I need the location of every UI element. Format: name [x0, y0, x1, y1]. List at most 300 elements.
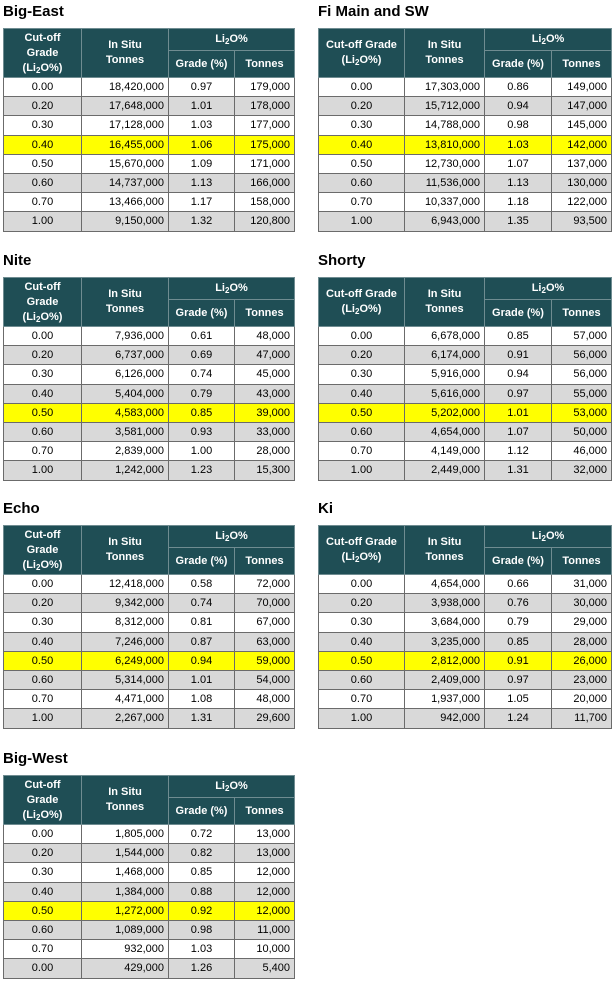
tonnes-cell: 175,000: [235, 135, 295, 154]
cutoff-grade-cell: 0.20: [4, 594, 82, 613]
li2o-label: [532, 33, 565, 45]
tonnes-cell: 120,800: [235, 212, 295, 231]
tonnes-cell: 20,000: [552, 690, 612, 709]
tonnes-cell: 122,000: [552, 193, 612, 212]
in-situ-header-line1: In Situ: [108, 536, 142, 548]
in-situ-tonnes-cell: 12,730,000: [405, 154, 485, 173]
grade-cell: 0.85: [485, 632, 552, 651]
table-row: [319, 709, 612, 728]
grade-cell: 1.18: [485, 193, 552, 212]
li2o-label-subscript: 2: [224, 37, 230, 46]
cutoff-header-line1: Cut-off: [24, 280, 61, 293]
li2o-label-prefix: Li: [215, 282, 225, 294]
table-row: [4, 670, 295, 689]
in-situ-tonnes-cell: 14,788,000: [405, 116, 485, 135]
table-block-shorty: [318, 251, 612, 481]
table-row: [319, 116, 612, 135]
cutoff-unit-prefix: (Li: [22, 808, 36, 821]
cutoff-unit-prefix: (Li: [22, 310, 36, 323]
tonnes-header: Tonnes: [235, 51, 295, 78]
li2o-label-prefix: Li: [531, 282, 542, 294]
in-situ-tonnes-cell: 3,938,000: [405, 594, 485, 613]
in-situ-tonnes-cell: 6,126,000: [82, 365, 169, 384]
cutoff-unit-subscript: 2: [36, 314, 41, 324]
table-row: [4, 594, 295, 613]
in-situ-tonnes-cell: 7,936,000: [82, 327, 169, 346]
grade-cell: 0.85: [169, 403, 235, 422]
table-title: Big-West: [3, 750, 68, 767]
cutoff-unit: [342, 303, 382, 315]
cutoff-grade-header: [319, 278, 405, 327]
grade-header: Grade (%): [169, 300, 235, 327]
li2o-group-header: [169, 29, 295, 51]
in-situ-tonnes-cell: 5,616,000: [405, 384, 485, 403]
cutoff-unit: [342, 551, 382, 563]
in-situ-tonnes-cell: 10,337,000: [405, 193, 485, 212]
tonnes-cell: 30,000: [552, 594, 612, 613]
tonnes-cell: 11,700: [552, 709, 612, 728]
tonnes-cell: 130,000: [552, 173, 612, 192]
in-situ-tonnes-cell: 4,583,000: [82, 403, 169, 422]
cutoff-grade-cell: 0.30: [319, 116, 405, 135]
in-situ-tonnes-cell: 2,839,000: [82, 442, 169, 461]
table-row: [4, 327, 295, 346]
tonnes-cell: 93,500: [552, 212, 612, 231]
li2o-label-subscript: 2: [224, 286, 230, 295]
cutoff-unit: [23, 809, 63, 821]
grade-cell: 0.88: [169, 882, 235, 901]
table-row: [319, 632, 612, 651]
in-situ-tonnes-cell: 15,712,000: [405, 97, 485, 116]
cutoff-header-line1: Cut-off Grade: [326, 536, 397, 548]
in-situ-tonnes-cell: 4,654,000: [405, 575, 485, 594]
tonnes-cell: 33,000: [235, 422, 295, 441]
in-situ-tonnes-cell: 3,235,000: [405, 632, 485, 651]
in-situ-tonnes-header: [82, 278, 169, 327]
resource-table: [318, 277, 612, 481]
tonnes-cell: 179,000: [235, 78, 295, 97]
cutoff-grade-header: [4, 29, 82, 78]
table-title: Fi Main and SW: [318, 3, 429, 20]
in-situ-tonnes-cell: 16,455,000: [82, 135, 169, 154]
li2o-group-header: [485, 29, 612, 51]
in-situ-header-line2: Tonnes: [425, 54, 464, 66]
grade-cell: 0.97: [169, 78, 235, 97]
cutoff-grade-cell: 0.00: [319, 575, 405, 594]
resource-table: [3, 28, 295, 232]
table-title: Echo: [3, 500, 40, 517]
li2o-group-header: [169, 278, 295, 300]
tonnes-cell: 53,000: [552, 403, 612, 422]
in-situ-tonnes-cell: 6,249,000: [82, 651, 169, 670]
grade-cell: 0.79: [485, 613, 552, 632]
in-situ-tonnes-cell: 4,471,000: [82, 690, 169, 709]
li2o-label-suffix: O%: [545, 530, 565, 542]
grade-cell: 1.13: [169, 173, 235, 192]
in-situ-tonnes-cell: 2,812,000: [405, 651, 485, 670]
tonnes-cell: 12,000: [235, 901, 295, 920]
grade-cell: 0.91: [485, 346, 552, 365]
cutoff-grade-cell: 1.00: [4, 212, 82, 231]
tonnes-header: Tonnes: [235, 798, 295, 825]
cutoff-grade-header: [319, 29, 405, 78]
cutoff-header-line1: Cut-off: [24, 31, 61, 44]
in-situ-tonnes-cell: 6,678,000: [405, 327, 485, 346]
in-situ-tonnes-header: [405, 29, 485, 78]
in-situ-tonnes-cell: 942,000: [405, 709, 485, 728]
grade-cell: 1.31: [169, 709, 235, 728]
tonnes-cell: 142,000: [552, 135, 612, 154]
in-situ-tonnes-cell: 13,810,000: [405, 135, 485, 154]
in-situ-tonnes-cell: 17,648,000: [82, 97, 169, 116]
in-situ-tonnes-header: [405, 526, 485, 575]
cutoff-unit-subscript: 2: [355, 555, 360, 564]
in-situ-tonnes-cell: 3,581,000: [82, 422, 169, 441]
li2o-label-prefix: Li: [215, 33, 225, 45]
cutoff-unit-prefix: (Li: [341, 551, 355, 563]
in-situ-tonnes-cell: 6,174,000: [405, 346, 485, 365]
cutoff-grade-cell: 0.40: [319, 632, 405, 651]
table-row: [319, 651, 612, 670]
in-situ-tonnes-cell: 18,420,000: [82, 78, 169, 97]
grade-cell: 0.72: [169, 825, 235, 844]
table-row: [319, 422, 612, 441]
table-row: [4, 212, 295, 231]
grade-header: Grade (%): [169, 548, 235, 575]
table-row: [4, 384, 295, 403]
in-situ-header-line1: In Situ: [108, 786, 142, 798]
table-row: [4, 422, 295, 441]
cutoff-unit-prefix: (Li: [341, 303, 355, 315]
in-situ-tonnes-cell: 5,404,000: [82, 384, 169, 403]
table-row: [319, 670, 612, 689]
grade-cell: 0.93: [169, 422, 235, 441]
table-title: Shorty: [318, 252, 366, 269]
cutoff-grade-cell: 0.00: [4, 327, 82, 346]
table-block-big-west: [3, 749, 295, 979]
cutoff-unit-suffix: O%): [40, 808, 63, 821]
tonnes-cell: 149,000: [552, 78, 612, 97]
cutoff-grade-cell: 0.60: [319, 173, 405, 192]
tonnes-cell: 67,000: [235, 613, 295, 632]
in-situ-tonnes-cell: 17,303,000: [405, 78, 485, 97]
li2o-label-suffix: O%: [545, 33, 565, 45]
grade-cell: 0.76: [485, 594, 552, 613]
cutoff-grade-cell: 0.00: [4, 959, 82, 978]
in-situ-tonnes-cell: 2,449,000: [405, 461, 485, 480]
table-row: [4, 690, 295, 709]
tonnes-cell: 145,000: [552, 116, 612, 135]
grade-cell: 1.01: [169, 97, 235, 116]
tonnes-cell: 56,000: [552, 365, 612, 384]
cutoff-grade-cell: 0.00: [4, 825, 82, 844]
li2o-label-prefix: Li: [215, 780, 225, 792]
cutoff-grade-cell: 0.60: [4, 173, 82, 192]
table-row: [319, 135, 612, 154]
table-row: [4, 346, 295, 365]
cutoff-header-line1: Cut-off: [24, 778, 61, 791]
cutoff-grade-cell: 0.40: [319, 384, 405, 403]
grade-cell: 1.03: [169, 940, 235, 959]
li2o-label-suffix: O%: [229, 530, 248, 542]
cutoff-grade-cell: 0.60: [319, 670, 405, 689]
grade-cell: 0.92: [169, 901, 235, 920]
cutoff-grade-cell: 0.30: [4, 863, 82, 882]
in-situ-tonnes-cell: 1,089,000: [82, 920, 169, 939]
tonnes-cell: 48,000: [235, 690, 295, 709]
in-situ-tonnes-cell: 5,314,000: [82, 670, 169, 689]
li2o-label-prefix: Li: [531, 530, 542, 542]
table-row: [4, 193, 295, 212]
table-row: [319, 346, 612, 365]
table-row: [319, 173, 612, 192]
in-situ-tonnes-cell: 8,312,000: [82, 613, 169, 632]
grade-cell: 0.82: [169, 844, 235, 863]
cutoff-grade-cell: 0.20: [319, 97, 405, 116]
grade-cell: 0.98: [485, 116, 552, 135]
cutoff-unit: [342, 54, 382, 66]
li2o-label-subscript: 2: [224, 784, 230, 793]
cutoff-unit-suffix: O%): [359, 303, 382, 315]
cutoff-grade-cell: 0.20: [319, 594, 405, 613]
table-row: [319, 594, 612, 613]
cutoff-grade-header: [319, 526, 405, 575]
cutoff-grade-cell: 0.60: [4, 422, 82, 441]
cutoff-grade-cell: 0.50: [319, 154, 405, 173]
cutoff-unit-suffix: O%): [40, 558, 63, 571]
cutoff-unit-suffix: O%): [40, 310, 63, 323]
cutoff-grade-cell: 0.50: [4, 651, 82, 670]
table-row: [4, 632, 295, 651]
table-row: [319, 365, 612, 384]
in-situ-tonnes-cell: 3,684,000: [405, 613, 485, 632]
table-row: [319, 212, 612, 231]
in-situ-header-line2: Tonnes: [105, 551, 145, 563]
cutoff-grade-cell: 0.70: [4, 690, 82, 709]
li2o-label-subscript: 2: [541, 286, 546, 295]
tonnes-cell: 39,000: [235, 403, 295, 422]
in-situ-tonnes-cell: 13,466,000: [82, 193, 169, 212]
tonnes-cell: 32,000: [552, 461, 612, 480]
table-row: [4, 173, 295, 192]
li2o-group-header: [485, 278, 612, 300]
table-row: [319, 384, 612, 403]
grade-header: Grade (%): [485, 300, 552, 327]
table-block-fi-main-sw: [318, 2, 612, 232]
cutoff-unit-suffix: O%): [359, 54, 382, 66]
li2o-label-subscript: 2: [541, 37, 546, 46]
li2o-label: [532, 282, 565, 294]
table-row: [319, 327, 612, 346]
table-row: [4, 365, 295, 384]
tonnes-cell: 171,000: [235, 154, 295, 173]
cutoff-header-line2: Grade: [26, 295, 59, 308]
cutoff-grade-cell: 1.00: [4, 709, 82, 728]
tonnes-cell: 28,000: [552, 632, 612, 651]
table-row: [319, 403, 612, 422]
table-title: Big-East: [3, 3, 64, 20]
cutoff-unit-subscript: 2: [355, 58, 360, 67]
in-situ-tonnes-cell: 1,272,000: [82, 901, 169, 920]
cutoff-grade-cell: 0.60: [319, 422, 405, 441]
in-situ-tonnes-cell: 2,409,000: [405, 670, 485, 689]
cutoff-grade-cell: 0.00: [319, 78, 405, 97]
cutoff-grade-cell: 0.20: [4, 844, 82, 863]
in-situ-tonnes-header: [82, 29, 169, 78]
grade-cell: 1.06: [169, 135, 235, 154]
in-situ-tonnes-cell: 4,149,000: [405, 442, 485, 461]
cutoff-unit-subscript: 2: [36, 65, 41, 75]
grade-cell: 1.32: [169, 212, 235, 231]
tonnes-cell: 47,000: [235, 346, 295, 365]
in-situ-tonnes-cell: 12,418,000: [82, 575, 169, 594]
grade-cell: 0.66: [485, 575, 552, 594]
grade-header: Grade (%): [169, 798, 235, 825]
cutoff-header-line1: Cut-off Grade: [326, 288, 397, 300]
cutoff-grade-cell: 0.40: [4, 384, 82, 403]
cutoff-unit-prefix: (Li: [341, 54, 355, 66]
table-row: [4, 920, 295, 939]
cutoff-grade-cell: 0.50: [319, 403, 405, 422]
cutoff-grade-cell: 1.00: [319, 212, 405, 231]
table-row: [4, 97, 295, 116]
cutoff-grade-cell: 0.40: [4, 882, 82, 901]
tonnes-cell: 29,000: [552, 613, 612, 632]
cutoff-unit-subscript: 2: [36, 812, 41, 822]
cutoff-grade-cell: 0.40: [4, 632, 82, 651]
cutoff-grade-header: [4, 776, 82, 825]
in-situ-tonnes-cell: 932,000: [82, 940, 169, 959]
tonnes-cell: 55,000: [552, 384, 612, 403]
tonnes-header: Tonnes: [235, 300, 295, 327]
grade-cell: 0.87: [169, 632, 235, 651]
table-row: [4, 154, 295, 173]
tonnes-cell: 23,000: [552, 670, 612, 689]
tonnes-cell: 48,000: [235, 327, 295, 346]
cutoff-grade-cell: 0.00: [319, 327, 405, 346]
in-situ-tonnes-cell: 1,468,000: [82, 863, 169, 882]
li2o-group-header: [169, 526, 295, 548]
tonnes-cell: 28,000: [235, 442, 295, 461]
grade-header: Grade (%): [485, 548, 552, 575]
in-situ-tonnes-header: [405, 278, 485, 327]
table-row: [319, 78, 612, 97]
resource-table: [3, 277, 295, 481]
tonnes-cell: 50,000: [552, 422, 612, 441]
tonnes-cell: 70,000: [235, 594, 295, 613]
in-situ-header-line2: Tonnes: [425, 303, 464, 315]
cutoff-header-line2: Grade: [26, 543, 59, 556]
tonnes-header: Tonnes: [552, 548, 612, 575]
li2o-label: [215, 33, 248, 45]
tonnes-cell: 137,000: [552, 154, 612, 173]
tonnes-header: Tonnes: [235, 548, 295, 575]
grade-cell: 1.01: [485, 403, 552, 422]
tonnes-cell: 166,000: [235, 173, 295, 192]
cutoff-grade-cell: 0.30: [319, 613, 405, 632]
grade-cell: 1.26: [169, 959, 235, 978]
grade-cell: 0.58: [169, 575, 235, 594]
grade-cell: 0.74: [169, 594, 235, 613]
cutoff-grade-cell: 0.30: [319, 365, 405, 384]
cutoff-grade-cell: 0.50: [319, 651, 405, 670]
li2o-label: [215, 780, 248, 792]
grade-cell: 1.23: [169, 461, 235, 480]
cutoff-grade-cell: 0.70: [4, 193, 82, 212]
grade-cell: 1.00: [169, 442, 235, 461]
cutoff-grade-cell: 0.30: [4, 365, 82, 384]
cutoff-grade-cell: 0.60: [4, 670, 82, 689]
grade-cell: 0.81: [169, 613, 235, 632]
tonnes-header: Tonnes: [552, 300, 612, 327]
cutoff-header-line1: Cut-off: [24, 528, 61, 541]
in-situ-tonnes-cell: 1,384,000: [82, 882, 169, 901]
tonnes-cell: 72,000: [235, 575, 295, 594]
grade-cell: 0.97: [485, 670, 552, 689]
in-situ-tonnes-cell: 1,805,000: [82, 825, 169, 844]
cutoff-grade-cell: 0.70: [319, 193, 405, 212]
resource-table: [318, 525, 612, 729]
in-situ-tonnes-header: [82, 526, 169, 575]
cutoff-unit: [23, 62, 63, 74]
cutoff-header-line1: Cut-off Grade: [326, 39, 397, 51]
table-row: [319, 613, 612, 632]
grade-cell: 0.61: [169, 327, 235, 346]
in-situ-tonnes-cell: 1,544,000: [82, 844, 169, 863]
tonnes-cell: 13,000: [235, 825, 295, 844]
table-row: [319, 193, 612, 212]
tonnes-cell: 59,000: [235, 651, 295, 670]
li2o-label-prefix: Li: [215, 530, 225, 542]
cutoff-grade-cell: 1.00: [319, 461, 405, 480]
table-row: [319, 97, 612, 116]
table-row: [319, 575, 612, 594]
in-situ-tonnes-cell: 429,000: [82, 959, 169, 978]
tonnes-cell: 178,000: [235, 97, 295, 116]
grade-cell: 1.35: [485, 212, 552, 231]
tonnes-cell: 26,000: [552, 651, 612, 670]
in-situ-header-line2: Tonnes: [105, 801, 145, 813]
table-row: [4, 863, 295, 882]
cutoff-grade-cell: 0.30: [4, 116, 82, 135]
table-row: [4, 78, 295, 97]
tonnes-cell: 13,000: [235, 844, 295, 863]
table-row: [319, 154, 612, 173]
in-situ-tonnes-cell: 6,737,000: [82, 346, 169, 365]
grade-cell: 1.12: [485, 442, 552, 461]
in-situ-header-line1: In Situ: [108, 39, 142, 51]
grade-cell: 1.24: [485, 709, 552, 728]
in-situ-tonnes-cell: 11,536,000: [405, 173, 485, 192]
in-situ-tonnes-cell: 7,246,000: [82, 632, 169, 651]
table-row: [4, 940, 295, 959]
table-block-ki: [318, 499, 612, 729]
li2o-label-suffix: O%: [229, 780, 248, 792]
li2o-label-subscript: 2: [541, 534, 546, 543]
tonnes-cell: 12,000: [235, 863, 295, 882]
cutoff-grade-cell: 0.30: [4, 613, 82, 632]
cutoff-grade-cell: 0.00: [4, 575, 82, 594]
in-situ-tonnes-cell: 4,654,000: [405, 422, 485, 441]
tonnes-cell: 5,400: [235, 959, 295, 978]
table-row: [4, 135, 295, 154]
grade-cell: 0.97: [485, 384, 552, 403]
li2o-label-suffix: O%: [545, 282, 565, 294]
grade-cell: 1.31: [485, 461, 552, 480]
in-situ-tonnes-cell: 5,202,000: [405, 403, 485, 422]
cutoff-grade-cell: 0.70: [319, 690, 405, 709]
table-row: [4, 403, 295, 422]
